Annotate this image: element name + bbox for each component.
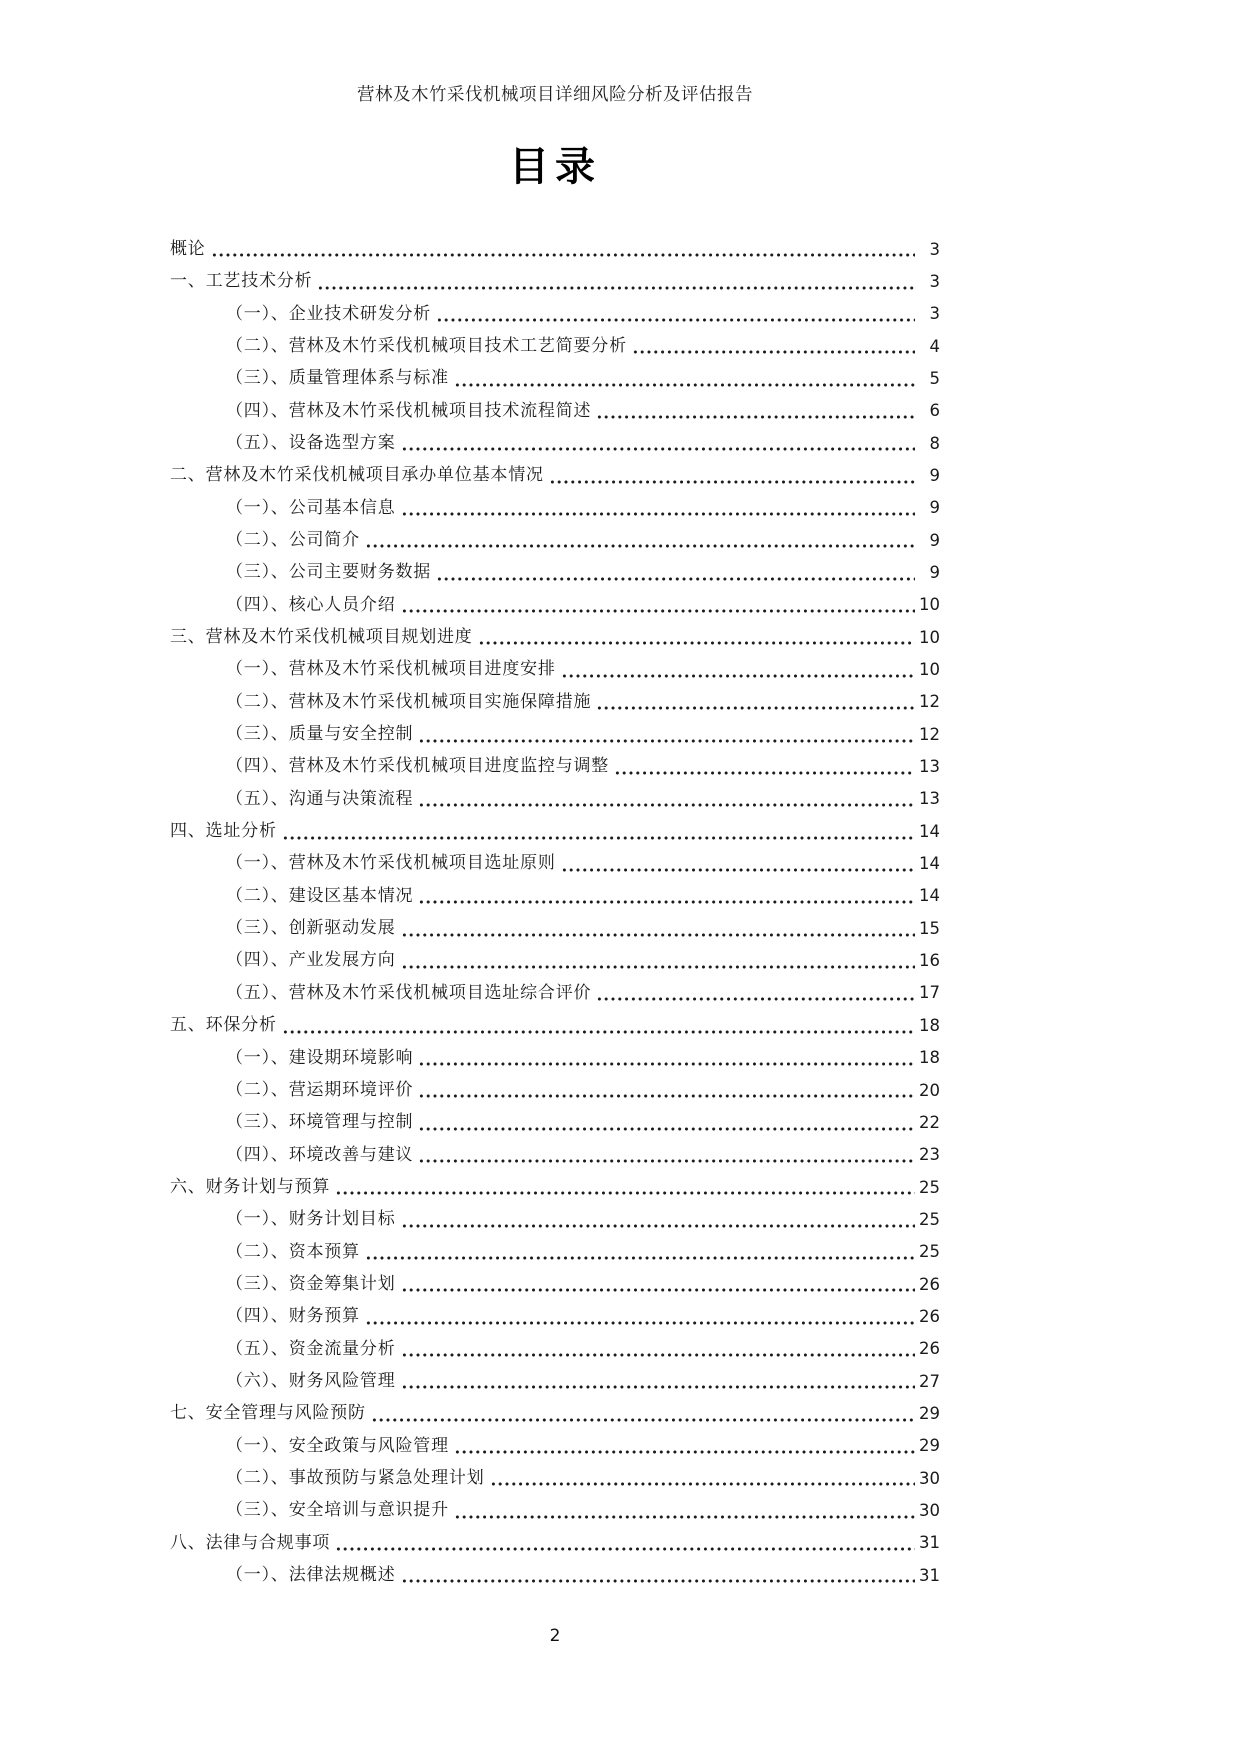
toc-entry[interactable] [170,1198,940,1230]
toc-entry-label: （五）、沟通与决策流程 [226,788,414,808]
toc-entry-page: 8 [929,433,940,453]
dot-leader [632,346,915,357]
dot-leader [282,1026,915,1037]
toc-entry-page: 20 [919,1080,940,1100]
toc-entry[interactable] [170,1489,940,1521]
toc-entry-page: 3 [929,239,940,259]
dot-leader [490,1478,916,1489]
toc-entry-label: （四）、核心人员介绍 [226,594,396,614]
document-header-title: 营林及木竹采伐机械项目详细风险分析及评估报告 [357,84,753,104]
dot-leader [365,1317,915,1328]
toc-entry-page: 25 [919,1177,940,1197]
dot-leader [418,896,915,907]
toc-entry[interactable] [170,260,940,292]
toc-entry-label: （四）、营林及木竹采伐机械项目技术流程简述 [226,400,592,420]
content-area [170,0,940,1586]
toc-entry-page: 10 [919,660,940,680]
toc-entry-page: 27 [919,1371,940,1391]
toc-entry-page: 26 [919,1274,940,1294]
toc-entry[interactable] [170,325,940,357]
toc-entry[interactable] [170,228,940,260]
dot-leader [335,1187,915,1198]
dot-leader [317,282,915,293]
toc-entry[interactable] [170,390,940,422]
dot-leader [365,540,915,551]
toc-entry-page: 3 [929,304,940,324]
toc-entry-label: 四、选址分析 [170,821,277,841]
toc-entry[interactable] [170,1263,940,1295]
dot-leader [401,1575,916,1586]
toc-entry-page: 14 [919,854,940,874]
toc-entry-label: 八、法律与合规事项 [170,1532,331,1552]
toc-entry-label: 三、营林及木竹采伐机械项目规划进度 [170,627,473,647]
toc-entry[interactable] [170,1101,940,1133]
toc-entry-label: （二）、营林及木竹采伐机械项目实施保障措施 [226,691,592,711]
toc-entry[interactable] [170,1166,940,1198]
toc-entry-label: （四）、产业发展方向 [226,950,396,970]
toc-entry-label: 五、环保分析 [170,1015,277,1035]
toc-entry-label: （五）、营林及木竹采伐机械项目选址综合评价 [226,982,592,1002]
toc-entry-page: 13 [919,757,940,777]
toc-entry[interactable] [170,487,940,519]
toc-entry-label: （一）、公司基本信息 [226,497,396,517]
toc-entry-page: 18 [919,1015,940,1035]
toc-entry[interactable] [170,357,940,389]
toc-entry-label: （一）、安全政策与风险管理 [226,1435,449,1455]
dot-leader [418,1123,915,1134]
toc-entry[interactable] [170,746,940,778]
toc-entry[interactable] [170,454,940,486]
toc-entry-page: 25 [919,1242,940,1262]
dot-leader [454,1511,915,1522]
toc-entry-page: 22 [919,1112,940,1132]
dot-leader [454,1446,915,1457]
dot-leader [436,573,915,584]
toc-entry-page: 26 [919,1306,940,1326]
toc-entry[interactable] [170,1522,940,1554]
dot-leader [418,1090,915,1101]
toc-entry-page: 30 [919,1468,940,1488]
toc-entry[interactable] [170,810,940,842]
toc-entry-page: 9 [929,530,940,550]
dot-leader [614,767,915,778]
toc-entry[interactable] [170,940,940,972]
toc-entry[interactable] [170,1360,940,1392]
toc-entry-label: （五）、资金流量分析 [226,1338,396,1358]
toc-entry-label: （一）、营林及木竹采伐机械项目进度安排 [226,659,556,679]
toc-list [170,228,940,1586]
toc-entry-page: 9 [929,498,940,518]
toc-entry-label: （三）、创新驱动发展 [226,918,396,938]
toc-entry[interactable] [170,1554,940,1586]
toc-entry-page: 18 [919,1048,940,1068]
toc-entry[interactable] [170,293,940,325]
toc-entry-label: （三）、质量管理体系与标准 [226,368,449,388]
toc-entry[interactable] [170,778,940,810]
toc-entry-page: 9 [929,563,940,583]
toc-entry-page: 30 [919,1500,940,1520]
dot-leader [454,379,915,390]
toc-entry-label: （二）、营林及木竹采伐机械项目技术工艺简要分析 [226,335,627,355]
toc-entry[interactable] [170,713,940,745]
toc-entry[interactable] [170,1425,940,1457]
toc-entry-label: （三）、公司主要财务数据 [226,562,432,582]
toc-entry[interactable] [170,551,940,583]
toc-entry-page: 15 [919,918,940,938]
dot-leader [596,411,915,422]
toc-entry-label: 二、营林及木竹采伐机械项目承办单位基本情况 [170,465,544,485]
toc-entry-label: （二）、资本预算 [226,1241,360,1261]
toc-entry-page: 5 [929,368,940,388]
dot-leader [401,508,916,519]
dot-leader [596,993,915,1004]
toc-entry[interactable] [170,681,940,713]
dot-leader [436,314,915,325]
toc-entry-label: （一）、法律法规概述 [226,1565,396,1584]
toc-entry-label: （三）、环境管理与控制 [226,1112,414,1132]
toc-entry[interactable] [170,972,940,1004]
toc-entry[interactable] [170,1328,940,1360]
toc-entry[interactable] [170,584,940,616]
dot-leader [401,1284,916,1295]
toc-entry-label: （二）、公司简介 [226,530,360,549]
toc-entry-page: 31 [919,1565,940,1585]
toc-entry[interactable] [170,422,940,454]
toc-entry-label: （一）、营林及木竹采伐机械项目选址原则 [226,853,556,873]
toc-entry[interactable] [170,1231,940,1263]
toc-entry[interactable] [170,1134,940,1166]
toc-entry-page: 9 [929,465,940,485]
page-number: 2 [549,1626,561,1646]
toc-entry-label: （四）、营林及木竹采伐机械项目进度监控与调整 [226,756,610,776]
toc-entry-page: 14 [919,821,940,841]
dot-leader [478,637,915,648]
toc-entry[interactable] [170,1392,940,1424]
dot-leader [371,1414,915,1425]
toc-entry-page: 16 [919,951,940,971]
dot-leader [335,1543,915,1554]
toc-entry[interactable] [170,843,940,875]
toc-entry-label: （二）、营运期环境评价 [226,1079,414,1099]
toc-entry-label: （六）、财务风险管理 [226,1370,396,1390]
toc-entry-label: （三）、安全培训与意识提升 [226,1500,449,1520]
dot-leader [418,1155,915,1166]
toc-entry[interactable] [170,1457,940,1489]
toc-entry-page: 23 [919,1145,940,1165]
dot-leader [596,702,915,713]
dot-leader [401,1381,916,1392]
toc-entry[interactable] [170,875,940,907]
dot-leader [401,929,916,940]
toc-entry-label: （一）、建设期环境影响 [226,1047,414,1067]
toc-entry-page: 17 [919,983,940,1003]
toc-entry-page: 29 [919,1403,940,1423]
toc-entry-label: （三）、质量与安全控制 [226,724,414,744]
toc-entry-label: （一）、财务计划目标 [226,1209,396,1229]
toc-entry[interactable] [170,648,940,680]
toc-entry-label: （二）、事故预防与紧急处理计划 [226,1467,485,1487]
toc-entry[interactable] [170,519,940,551]
toc-entry-page: 13 [919,789,940,809]
toc-entry-page: 12 [919,724,940,744]
toc-entry-page: 10 [919,627,940,647]
toc-entry[interactable] [170,1004,940,1036]
toc-entry-page: 25 [919,1209,940,1229]
toc-entry-page: 31 [919,1533,940,1553]
toc-entry-page: 29 [919,1436,940,1456]
toc-entry-page: 14 [919,886,940,906]
toc-entry-page: 6 [929,401,940,421]
toc-entry-page: 3 [929,271,940,291]
dot-leader [549,476,915,487]
dot-leader [401,1349,916,1360]
toc-entry-label: 一、工艺技术分析 [170,271,313,291]
toc-entry[interactable] [170,616,940,648]
dot-leader [282,832,915,843]
toc-entry-label: （一）、企业技术研发分析 [226,303,432,323]
dot-leader [418,1058,915,1069]
dot-leader [211,249,915,260]
dot-leader [418,799,915,810]
toc-entry-label: （三）、资金筹集计划 [226,1273,396,1293]
dot-leader [561,670,915,681]
toc-entry[interactable] [170,907,940,939]
toc-entry-page: 10 [919,595,940,615]
toc-entry-label: （二）、建设区基本情况 [226,885,414,905]
dot-leader [365,1252,915,1263]
toc-title: 目录 [509,144,601,189]
toc-entry[interactable] [170,1295,940,1327]
toc-entry-label: （四）、环境改善与建议 [226,1144,414,1164]
dot-leader [401,605,916,616]
toc-entry-page: 26 [919,1339,940,1359]
dot-leader [561,864,915,875]
toc-entry-page: 12 [919,692,940,712]
dot-leader [401,443,916,454]
toc-entry-label: 概论 [170,238,206,258]
dot-leader [401,1220,916,1231]
toc-entry-page: 4 [929,336,940,356]
toc-entry-label: （四）、财务预算 [226,1306,360,1326]
toc-entry-label: 七、安全管理与风险预防 [170,1403,366,1423]
dot-leader [418,735,915,746]
dot-leader [401,961,916,972]
toc-entry-label: （五）、设备选型方案 [226,432,396,452]
toc-entry-label: 六、财务计划与预算 [170,1176,331,1196]
toc-entry[interactable] [170,1069,940,1101]
toc-entry[interactable] [170,1037,940,1069]
